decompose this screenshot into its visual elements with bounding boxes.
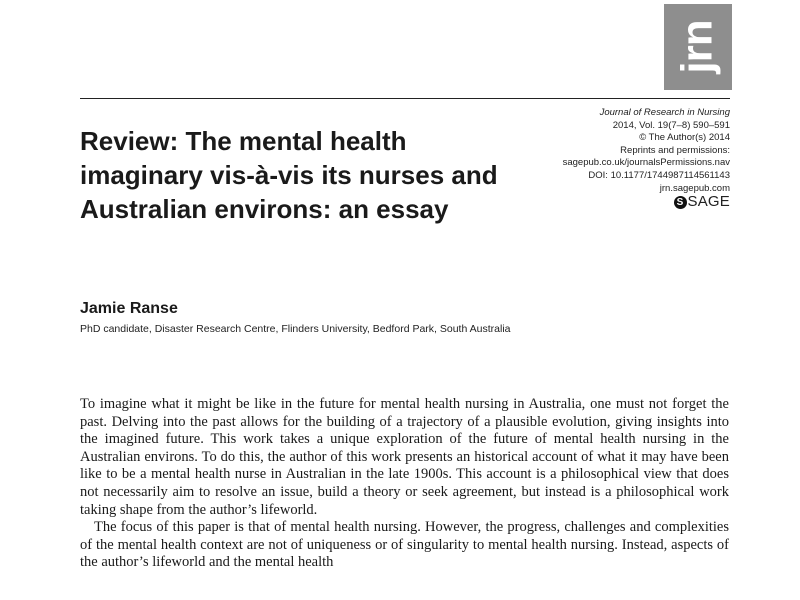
volume-info: 2014, Vol. 19(7–8) 590–591 <box>612 119 730 131</box>
journal-metadata <box>470 107 730 209</box>
permissions-url: sagepub.co.uk/journalsPermissions.nav <box>562 157 730 169</box>
journal-name: Journal of Research in Nursing <box>599 107 730 118</box>
article-title: Review: The mental health imaginary vis-à-vis its nurses and Australian environs: an essay <box>80 126 498 224</box>
publisher-name: SAGE <box>687 193 730 211</box>
author-affiliation: PhD candidate, Disaster Research Centre, Flinders University, Bedford Park, South Australia <box>80 323 511 335</box>
publisher-logo <box>470 193 730 211</box>
doi: DOI: 10.1177/1744987114561143 <box>588 169 730 181</box>
journal-logo-text: jrn <box>672 20 722 74</box>
body-paragraph: To imagine what it might be like in the future for mental health nursing in Australia, one must not forget the past. Delving into the past allows for the building of a trajectory of a plausible evolution, giving insights into the imagined future. This work takes a unique exploration of the future of mental health nursing in the Australian environs. To do this, the author of this work presents an historical account of what it may have been like to be a mental health nurse in Australian in the late 1900s. This account is a philosophical view that does not necessarily aim to resolve an issue, build a theory or seek agreement, but instead is a philosophical work taking shape from the author’s lifeworld. <box>80 396 729 518</box>
author-name: Jamie Ranse <box>80 300 178 317</box>
body-paragraph: The focus of this paper is that of mental health nursing. However, the progress, challenges and complexities of the mental health context are not of uniqueness or of singularity to mental health nursing. Instead, aspects of the author’s lifeworld and the mental health <box>80 519 729 571</box>
journal-logo <box>664 4 732 90</box>
copyright: © The Author(s) 2014 <box>639 132 730 144</box>
article-body <box>80 396 729 572</box>
journal-site: jrn.sagepub.com <box>659 182 730 194</box>
sage-logo-icon: S <box>674 196 687 209</box>
header-rule <box>80 98 730 99</box>
reprints-label: Reprints and permissions: <box>620 144 730 156</box>
